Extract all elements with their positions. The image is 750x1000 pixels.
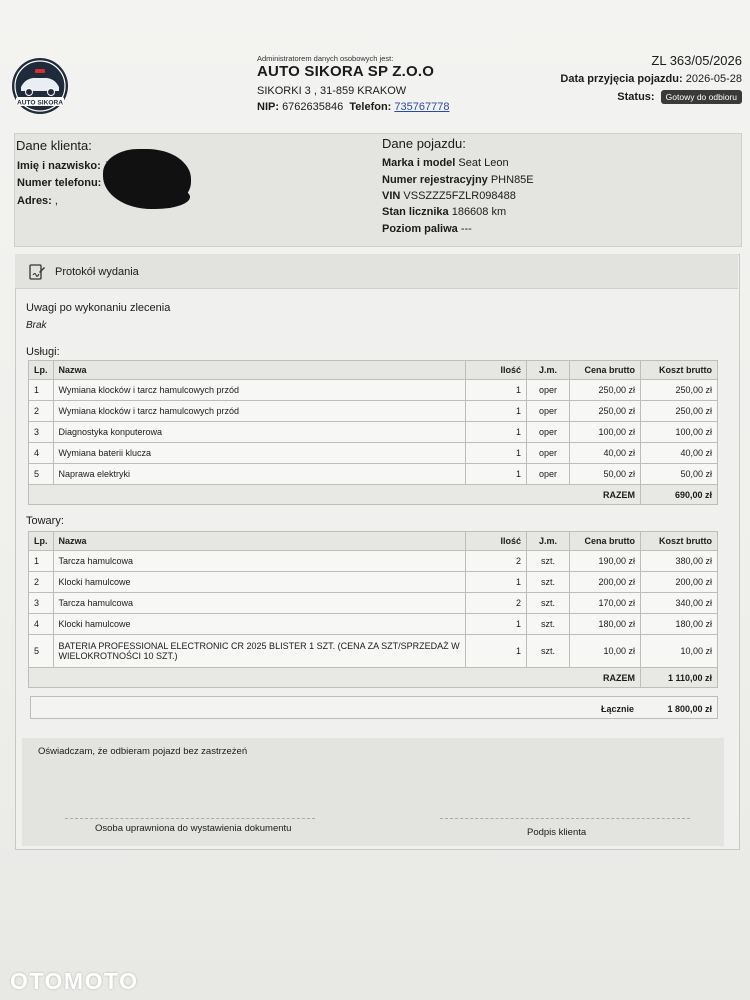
status-line bbox=[617, 90, 742, 104]
column-header-name: Nazwa bbox=[53, 361, 466, 380]
otomoto-watermark: OTOMOTO bbox=[10, 968, 139, 994]
cell-qty: 1 bbox=[466, 422, 527, 443]
declaration-text: Oświadczam, że odbieram pojazd bez zastrzeżeń bbox=[38, 746, 248, 757]
cell-cost: 250,00 zł bbox=[641, 380, 718, 401]
vehicle-fuel-label: Poziom paliwa bbox=[382, 223, 458, 235]
vehicle-vin-row bbox=[382, 190, 516, 202]
client-phone-row bbox=[17, 177, 111, 189]
cell-unit: oper bbox=[527, 401, 570, 422]
nip-label: NIP: bbox=[257, 101, 279, 113]
cell-name: Wymiana klocków i tarcz hamulcowych przód bbox=[53, 380, 466, 401]
client-address-row bbox=[17, 195, 58, 207]
table-row bbox=[29, 572, 718, 593]
cell-cost: 50,00 zł bbox=[641, 464, 718, 485]
services-total-row bbox=[29, 485, 718, 505]
cell-name: Klocki hamulcowe bbox=[53, 614, 466, 635]
cell-cost: 380,00 zł bbox=[641, 551, 718, 572]
cell-name: Klocki hamulcowe bbox=[53, 572, 466, 593]
cell-lp: 3 bbox=[29, 593, 54, 614]
cell-lp: 1 bbox=[29, 551, 54, 572]
cell-name: Wymiana klocków i tarcz hamulcowych przód bbox=[53, 401, 466, 422]
column-header-lp: Lp. bbox=[29, 361, 54, 380]
vehicle-vin-label: VIN bbox=[382, 190, 401, 202]
nip-phone-line bbox=[257, 101, 449, 113]
cell-qty: 1 bbox=[466, 401, 527, 422]
cell-lp: 5 bbox=[29, 635, 54, 668]
document-number: ZL 363/05/2026 bbox=[651, 53, 742, 68]
cell-lp: 3 bbox=[29, 422, 54, 443]
signature-line bbox=[65, 818, 315, 819]
client-address-label: Adres: bbox=[17, 195, 52, 207]
status-badge: Gotowy do odbioru bbox=[661, 90, 742, 104]
goods-total-label: RAZEM bbox=[29, 668, 641, 688]
table-row bbox=[29, 551, 718, 572]
column-header-name: Nazwa bbox=[53, 532, 466, 551]
column-header-qty: Ilość bbox=[466, 532, 527, 551]
cell-unit: szt. bbox=[527, 635, 570, 668]
cell-unit: oper bbox=[527, 380, 570, 401]
column-header-cost: Koszt brutto bbox=[641, 361, 718, 380]
cell-cost: 340,00 zł bbox=[641, 593, 718, 614]
column-header-price: Cena brutto bbox=[570, 532, 641, 551]
cell-cost: 250,00 zł bbox=[641, 401, 718, 422]
cell-cost: 10,00 zł bbox=[641, 635, 718, 668]
cell-qty: 2 bbox=[466, 593, 527, 614]
cell-lp: 5 bbox=[29, 464, 54, 485]
cell-name: Tarcza hamulcowa bbox=[53, 593, 466, 614]
goods-total-row bbox=[29, 668, 718, 688]
remarks-value: Brak bbox=[26, 320, 47, 331]
issuer-signature-label: Osoba uprawniona do wystawienia dokumentu bbox=[95, 823, 292, 834]
cell-unit: oper bbox=[527, 443, 570, 464]
cell-price: 100,00 zł bbox=[570, 422, 641, 443]
cell-lp: 4 bbox=[29, 443, 54, 464]
table-row bbox=[29, 464, 718, 485]
cell-lp: 2 bbox=[29, 401, 54, 422]
auto-sikora-logo bbox=[9, 57, 71, 115]
protocol-title: Protokół wydania bbox=[55, 266, 139, 278]
nip-value: 6762635846 bbox=[282, 101, 344, 113]
services-total-label: RAZEM bbox=[29, 485, 641, 505]
vehicle-make-value: Seat Leon bbox=[458, 157, 509, 169]
phone-link[interactable]: 735767778 bbox=[394, 101, 450, 113]
cell-name: BATERIA PROFESSIONAL ELECTRONIC CR 2025 BLISTER 1 SZT. (CENA ZA SZT/SPRZEDAŻ W WIELOKROTNOŚCI 10 SZT.) bbox=[53, 635, 466, 668]
intake-date-line bbox=[560, 73, 742, 85]
intake-date-label: Data przyjęcia pojazdu: bbox=[560, 73, 683, 85]
phone-label: Telefon: bbox=[349, 101, 392, 113]
column-header-lp: Lp. bbox=[29, 532, 54, 551]
cell-price: 50,00 zł bbox=[570, 464, 641, 485]
client-name-label: Imię i nazwisko: bbox=[17, 160, 101, 172]
table-row bbox=[29, 422, 718, 443]
table-row bbox=[29, 593, 718, 614]
admin-note: Administratorem danych osobowych jest: bbox=[257, 54, 394, 63]
cell-cost: 200,00 zł bbox=[641, 572, 718, 593]
client-address-value: , bbox=[54, 195, 58, 207]
vehicle-fuel-row bbox=[382, 223, 472, 235]
client-section-title: Dane klienta: bbox=[16, 138, 92, 153]
services-total-value: 690,00 zł bbox=[641, 485, 718, 505]
table-row bbox=[29, 401, 718, 422]
goods-table bbox=[28, 531, 718, 688]
svg-text:AUTO SIKORA: AUTO SIKORA bbox=[16, 99, 64, 107]
services-table bbox=[28, 360, 718, 505]
cell-qty: 1 bbox=[466, 443, 527, 464]
cell-price: 10,00 zł bbox=[570, 635, 641, 668]
vehicle-odometer-row bbox=[382, 206, 506, 218]
cell-price: 40,00 zł bbox=[570, 443, 641, 464]
cell-name: Diagnostyka konputerowa bbox=[53, 422, 466, 443]
cell-name: Wymiana baterii klucza bbox=[53, 443, 466, 464]
cell-price: 190,00 zł bbox=[570, 551, 641, 572]
vehicle-odometer-label: Stan licznika bbox=[382, 206, 449, 218]
grand-total-label: Łącznie bbox=[601, 704, 635, 714]
cell-unit: oper bbox=[527, 464, 570, 485]
signature-line bbox=[440, 818, 690, 819]
column-header-price: Cena brutto bbox=[570, 361, 641, 380]
redaction-mark bbox=[120, 185, 190, 209]
cell-unit: szt. bbox=[527, 551, 570, 572]
column-header-cost: Koszt brutto bbox=[641, 532, 718, 551]
cell-unit: oper bbox=[527, 422, 570, 443]
cell-lp: 2 bbox=[29, 572, 54, 593]
services-label: Usługi: bbox=[26, 346, 60, 358]
cell-unit: szt. bbox=[527, 572, 570, 593]
vehicle-make-label: Marka i model bbox=[382, 157, 456, 169]
table-row bbox=[29, 614, 718, 635]
cell-lp: 4 bbox=[29, 614, 54, 635]
cell-qty: 1 bbox=[466, 572, 527, 593]
vehicle-reg-value: PHN85E bbox=[490, 174, 534, 186]
table-row bbox=[29, 380, 718, 401]
cell-qty: 1 bbox=[466, 614, 527, 635]
client-name-row bbox=[17, 160, 109, 172]
goods-label: Towary: bbox=[26, 515, 64, 527]
vehicle-odometer-value: 186608 km bbox=[451, 206, 507, 218]
vehicle-vin-value: VSSZZZ5FZLR098488 bbox=[403, 190, 516, 202]
remarks-title: Uwagi po wykonaniu zlecenia bbox=[26, 302, 171, 314]
client-phone-label: Numer telefonu: bbox=[17, 177, 102, 189]
client-signature-label: Podpis klienta bbox=[527, 827, 587, 838]
table-header-row bbox=[29, 532, 718, 551]
vehicle-make-row bbox=[382, 157, 509, 169]
cell-cost: 180,00 zł bbox=[641, 614, 718, 635]
table-header-row bbox=[29, 361, 718, 380]
column-header-unit: J.m. bbox=[527, 361, 570, 380]
vehicle-fuel-value: --- bbox=[460, 223, 472, 235]
cell-qty: 1 bbox=[466, 380, 527, 401]
table-row bbox=[29, 443, 718, 464]
company-address: SIKORKI 3 , 31-859 KRAKOW bbox=[257, 85, 407, 97]
cell-cost: 100,00 zł bbox=[641, 422, 718, 443]
cell-price: 170,00 zł bbox=[570, 593, 641, 614]
company-name: AUTO SIKORA SP Z.O.O bbox=[257, 63, 435, 80]
column-header-unit: J.m. bbox=[527, 532, 570, 551]
column-header-qty: Ilość bbox=[466, 361, 527, 380]
cell-price: 250,00 zł bbox=[570, 380, 641, 401]
cell-name: Naprawa elektryki bbox=[53, 464, 466, 485]
cell-unit: szt. bbox=[527, 614, 570, 635]
cell-qty: 2 bbox=[466, 551, 527, 572]
intake-date-value: 2026-05-28 bbox=[685, 73, 742, 85]
status-label: Status: bbox=[617, 90, 655, 103]
cell-price: 200,00 zł bbox=[570, 572, 641, 593]
goods-total-value: 1 110,00 zł bbox=[641, 668, 718, 688]
cell-qty: 1 bbox=[466, 464, 527, 485]
cell-lp: 1 bbox=[29, 380, 54, 401]
table-row bbox=[29, 635, 718, 668]
cell-cost: 40,00 zł bbox=[641, 443, 718, 464]
grand-total-value: 1 800,00 zł bbox=[667, 704, 712, 714]
vehicle-reg-row bbox=[382, 174, 534, 186]
vehicle-reg-label: Numer rejestracyjny bbox=[382, 174, 488, 186]
cell-price: 250,00 zł bbox=[570, 401, 641, 422]
cell-unit: szt. bbox=[527, 593, 570, 614]
vehicle-section-title: Dane pojazdu: bbox=[382, 136, 466, 151]
cell-name: Tarcza hamulcowa bbox=[53, 551, 466, 572]
cell-price: 180,00 zł bbox=[570, 614, 641, 635]
cell-qty: 1 bbox=[466, 635, 527, 668]
document-signature-icon bbox=[28, 263, 46, 281]
